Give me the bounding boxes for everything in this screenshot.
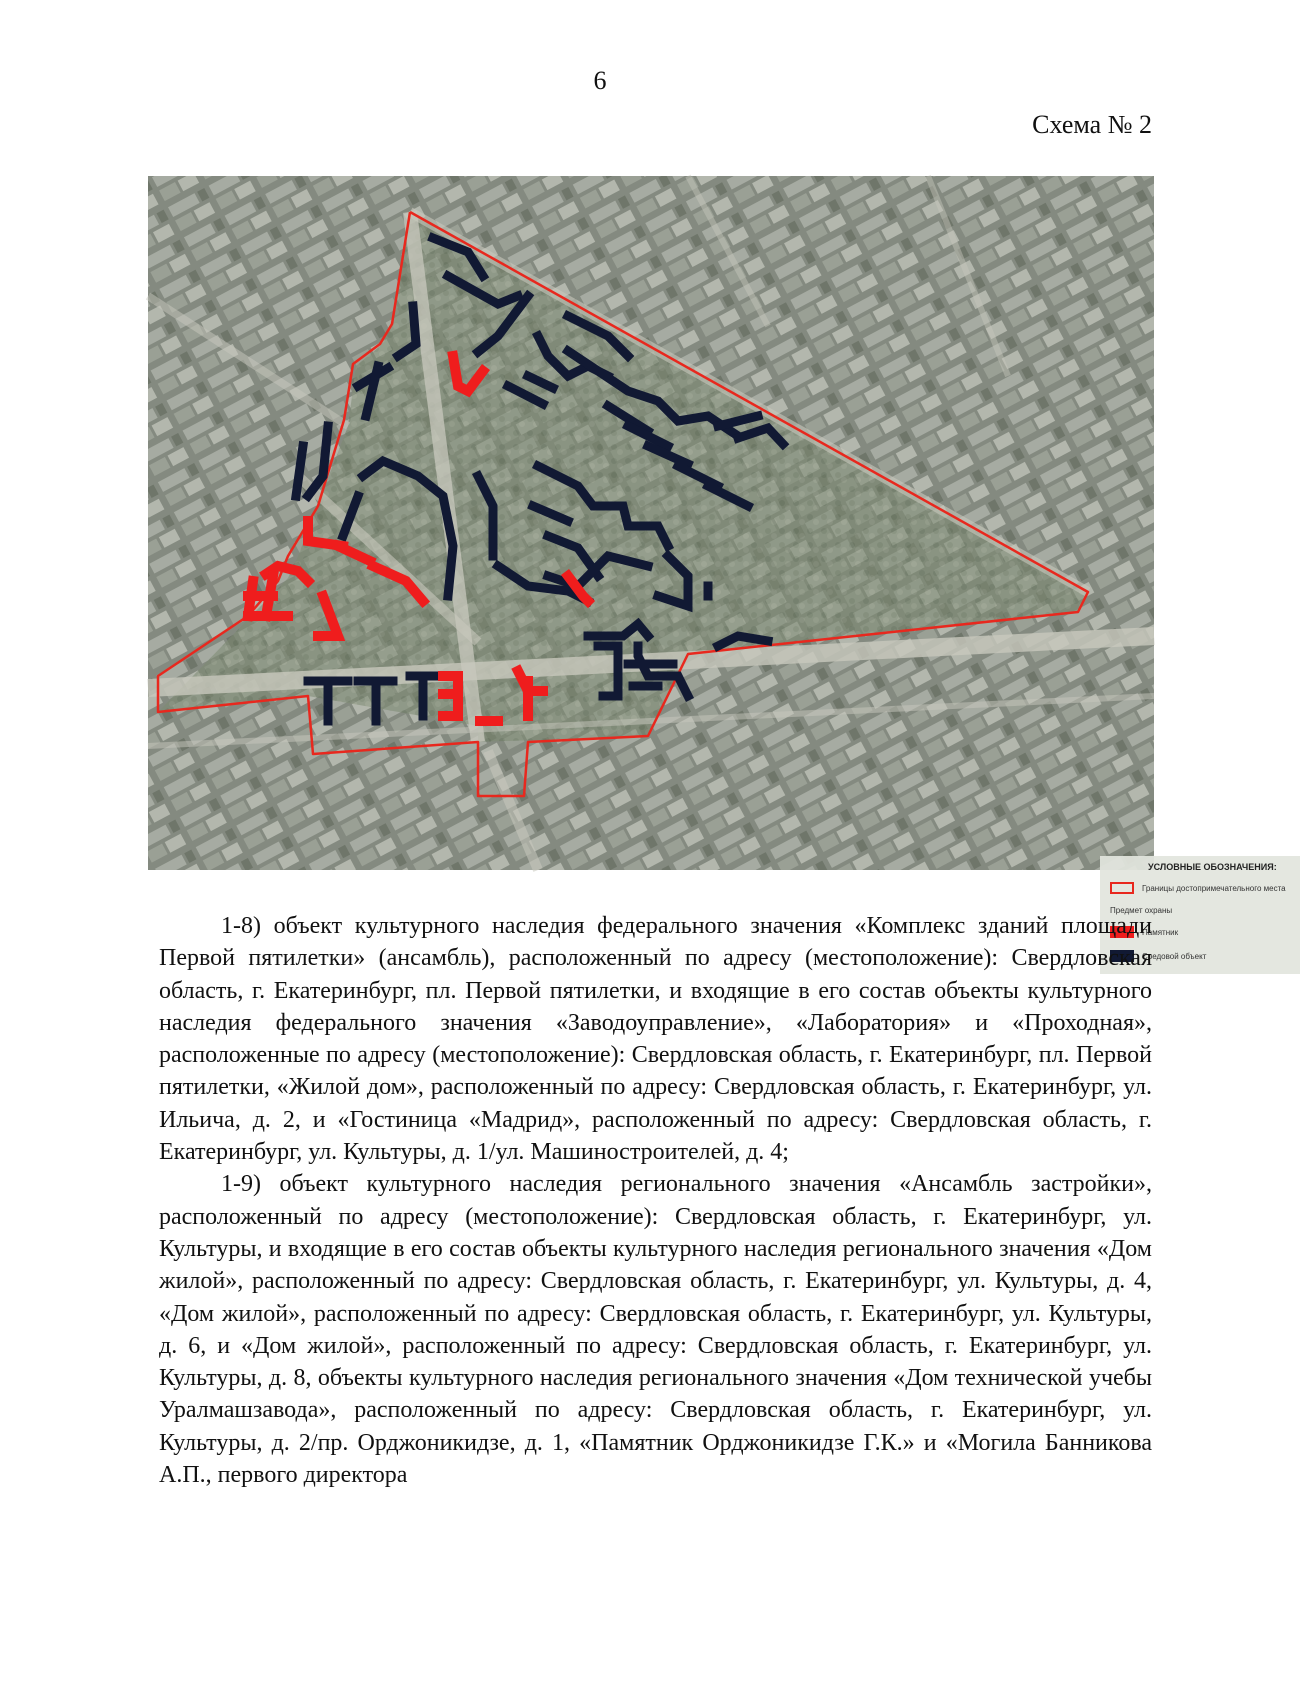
legend-caption-subject: Предмет охраны [1110,906,1173,915]
legend-row-boundary [1110,880,1286,896]
legend-label-monument: Памятник [1142,927,1179,937]
boundary-swatch [1110,882,1134,894]
legend-title: УСЛОВНЫЕ ОБОЗНАЧЕНИЯ: [1148,862,1277,872]
paragraph-1-8: 1-8) объект культурного наследия федерального значения «Комплекс зданий площади Первой пятилетки» (ансамбль), расположенный по адресу (местоположение): Свердловская область, г. Екатеринбург, пл. Первой пятилетки, и входящие в его состав объекты культурного наследия федерального значения «Заводоуправление», «Лаборатория» и «Проходная», расположенные по адресу (местоположение): Свердловская область, г. Екатеринбург, пл. Первой пятилетки, «Жилой дом», расположенный по адресу: Свердловская область, г. Екатеринбург, ул. Ильича, д. 2, и «Гостиница «Мадрид», расположенный по адресу: Свердловская область, г. Екатеринбург, ул. Культуры, д. 1/ул. Машиностроителей, д. 4; [159,913,1152,1166]
heritage-site-map [148,176,1286,961]
aerial-map-drawing [148,176,1154,870]
scheme-title: Схема № 2 [1032,110,1152,139]
paragraph-1-9: 1-9) объект культурного наследия регионального значения «Ансамбль застройки», расположенный по адресу (местоположение): Свердловская область, г. Екатеринбург, ул. Культуры, и входящие в его состав объекты культурного наследия регионального значения «Дом жилой», расположенный по адресу: Свердловская область, г. Екатеринбург, ул. Культуры, д. 4, «Дом жилой», расположенный по адресу: Свердловская область, г. Екатеринбург, ул. Культуры, д. 6, и «Дом жилой», расположенный по адресу: Свердловская область, г. Екатеринбург, ул. Культуры, д. 8, объекты культурного наследия регионального значения «Дом технической учебы Уралмашзавода», расположенный по адресу: Свердловская область, г. Екатеринбург, ул. Культуры, д. 2/пр. Орджоникидзе, д. 1, «Памятник Орджоникидзе Г.К.» и «Могила Банникова А.П., первого директора [159,1171,1152,1489]
legend-label-boundary: Границы достопримечательного места [1142,883,1286,893]
legend-label-environment: Средовой объект [1142,951,1207,961]
page-number: 6 [593,66,607,95]
body-text [159,910,1152,1491]
